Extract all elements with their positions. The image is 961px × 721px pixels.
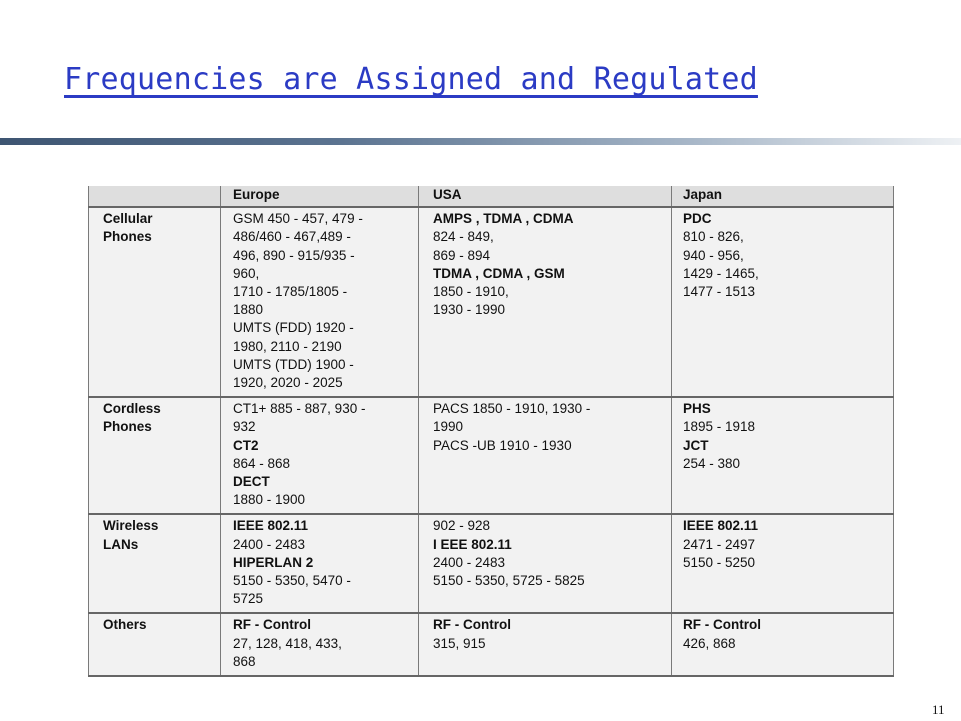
header-usa: USA <box>419 186 672 207</box>
cell-line: 1990 <box>433 419 464 435</box>
cell-line: 1880 <box>233 302 264 318</box>
cell-others-europe <box>221 613 419 676</box>
row-label-line: Wireless <box>103 518 159 534</box>
cell-cellular-usa <box>419 207 672 397</box>
cell-line: 868 <box>233 653 256 669</box>
cell-line: 824 - 849, <box>433 229 494 245</box>
cell-line: JCT <box>683 437 709 453</box>
cell-line: CT2 <box>233 437 259 453</box>
row-label-cordless <box>89 397 221 514</box>
cell-line: 940 - 956, <box>683 247 744 263</box>
cell-line: 810 - 826, <box>683 229 744 245</box>
row-label-line: LANs <box>103 536 139 552</box>
cell-line: CT1+ 885 - 887, 930 - <box>233 401 366 417</box>
row-label-line: Cellular <box>103 211 153 227</box>
cell-line: 1880 - 1900 <box>233 492 306 508</box>
cell-line: 486/460 - 467,489 - <box>233 229 351 245</box>
cell-line: 869 - 894 <box>433 247 491 263</box>
cell-line: IEEE 802.11 <box>683 518 759 534</box>
cell-others-usa <box>419 613 672 676</box>
cell-line: TDMA , CDMA , GSM <box>433 265 565 281</box>
cell-line: 426, 868 <box>683 635 736 651</box>
row-label-line: Phones <box>103 419 152 435</box>
header-europe: Europe <box>221 186 419 207</box>
cell-line: 5725 <box>233 591 264 607</box>
cell-line: RF - Control <box>683 617 761 633</box>
cell-line: 1710 - 1785/1805 - <box>233 284 348 300</box>
cell-line: RF - Control <box>433 617 511 633</box>
frequency-table <box>88 186 894 677</box>
cell-line: 932 <box>233 419 256 435</box>
cell-line: 1429 - 1465, <box>683 265 759 281</box>
cell-line: 27, 128, 418, 433, <box>233 635 342 651</box>
cell-line: 1850 - 1910, <box>433 284 509 300</box>
cell-line: 902 - 928 <box>433 518 491 534</box>
row-label-line: Phones <box>103 229 152 245</box>
cell-line: DECT <box>233 474 270 490</box>
slide-title: Frequencies are Assigned and Regulated <box>64 62 758 97</box>
cell-wireless-usa <box>419 514 672 613</box>
cell-line: 5150 - 5350, 5725 - 5825 <box>433 573 585 589</box>
cell-line: 2471 - 2497 <box>683 536 756 552</box>
cell-line: HIPERLAN 2 <box>233 554 314 570</box>
row-label-line: Cordless <box>103 401 161 417</box>
cell-cordless-europe <box>221 397 419 514</box>
row-label-others <box>89 613 221 676</box>
cell-line: 864 - 868 <box>233 455 291 471</box>
cell-line: 315, 915 <box>433 635 486 651</box>
cell-line: 5150 - 5250 <box>683 554 756 570</box>
cell-line: 1980, 2110 - 2190 <box>233 338 342 354</box>
cell-line: 1895 - 1918 <box>683 419 756 435</box>
cell-line: 1920, 2020 - 2025 <box>233 375 343 391</box>
table-row-cordless <box>89 397 894 514</box>
cell-cordless-usa <box>419 397 672 514</box>
cell-line: GSM 450 - 457, 479 - <box>233 211 363 227</box>
table-row-others <box>89 613 894 676</box>
cell-line: AMPS , TDMA , CDMA <box>433 211 574 227</box>
header-empty-cell <box>89 186 221 207</box>
cell-line: I EEE 802.11 <box>433 536 512 552</box>
cell-wireless-europe <box>221 514 419 613</box>
cell-line: 254 - 380 <box>683 455 741 471</box>
table-row-wireless-lans <box>89 514 894 613</box>
cell-others-japan <box>672 613 894 676</box>
cell-line: PACS 1850 - 1910, 1930 - <box>433 401 591 417</box>
cell-wireless-japan <box>672 514 894 613</box>
cell-line: 496, 890 - 915/935 - <box>233 247 355 263</box>
cell-line: IEEE 802.11 <box>233 518 309 534</box>
row-label-line: Others <box>103 617 147 633</box>
cell-line: UMTS (FDD) 1920 - <box>233 320 354 336</box>
page-number: 11 <box>932 702 945 717</box>
row-label-wireless <box>89 514 221 613</box>
cell-cellular-europe <box>221 207 419 397</box>
cell-line: UMTS (TDD) 1900 - <box>233 356 354 372</box>
table-row-cellular <box>89 207 894 397</box>
cell-line: 1930 - 1990 <box>433 302 506 318</box>
cell-line: PHS <box>683 401 711 417</box>
cell-line: 2400 - 2483 <box>233 536 306 552</box>
row-label-cellular <box>89 207 221 397</box>
header-japan: Japan <box>672 186 894 207</box>
cell-line: 960, <box>233 265 260 281</box>
cell-line: 1477 - 1513 <box>683 284 756 300</box>
cell-line: RF - Control <box>233 617 311 633</box>
cell-line: PACS -UB 1910 - 1930 <box>433 437 572 453</box>
cell-cellular-japan <box>672 207 894 397</box>
cell-line: 2400 - 2483 <box>433 554 506 570</box>
title-divider-bar <box>0 138 961 145</box>
cell-line: 5150 - 5350, 5470 - <box>233 573 351 589</box>
cell-cordless-japan <box>672 397 894 514</box>
cell-line: PDC <box>683 211 712 227</box>
table-header-row <box>89 186 894 207</box>
